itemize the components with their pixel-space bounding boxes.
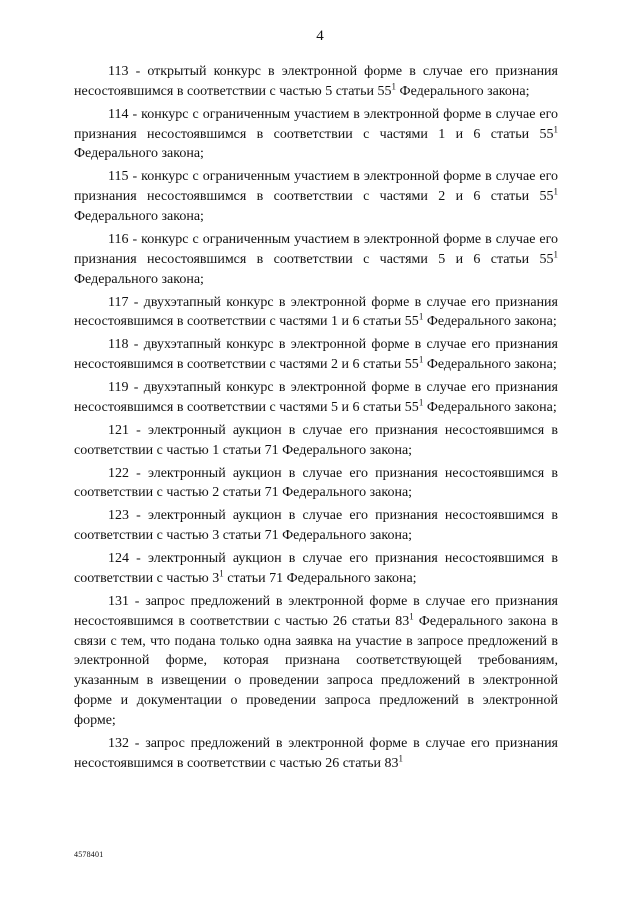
superscript: 1 [409,611,414,622]
list-item: 115 - конкурс с ограниченным участием в электронной форме в случае его признания несостоявшимся в соответствии с частями 2 и 6 статьи $55^1$ Федерального закона; [74,169,558,224]
list-item: 118 - двухэтапный конкурс в электронной форме в случае его признания несостоявшимся в соответствии с частями 2 и 6 статьи $55^1$ Федерального закона; [74,337,558,373]
list-item: 116 - конкурс с ограниченным участием в электронной форме в случае его признания несостоявшимся в соответствии с частями 5 и 6 статьи $55^1$ Федерального закона; [74,231,558,287]
page-number: 4 [316,28,324,44]
document-code: 4578401 [74,850,104,859]
list-item: 132 - запрос предложений в электронной форме в случае его признания несостоявшимся в соответствии с частью 26 статьи $83^1$ [74,735,558,771]
list-item: 122 - электронный аукцион в случае его признания несостоявшимся в соответствии с частью 2 статьи 71 Федерального закона; [74,465,558,501]
list-item: 131 - запрос предложений в электронной форме в случае его признания несостоявшимся в соответствии с частью 26 статьи $83^1$ Федерального закона в связи с тем, что подана только одна заявка на участие в запросе предложений в электронной форме, которая признана соответствующей требованиям, указанным в извещении о проведении запроса предложений в электронной форме и документации о проведении запроса предложений в электронной форме; [74,593,559,728]
list-item: 119 - двухэтапный конкурс в электронной форме в случае его признания несостоявшимся в соответствии с частями 5 и 6 статьи $55^1$ Федерального закона; [74,380,558,415]
document-body [74,62,558,777]
superscript: 1 [418,397,424,408]
superscript: 1 [553,249,558,260]
superscript: 1 [398,752,404,763]
superscript: 1 [553,186,558,197]
superscript: 1 [219,568,224,579]
list-item: 117 - двухэтапный конкурс в электронной форме в случае его признания несостоявшимся в соответствии с частями 1 и 6 статьи $55^1$ Федерального закона; [74,294,558,330]
superscript: 1 [553,123,558,134]
superscript: 1 [391,81,397,92]
list-item: 113 - открытый конкурс в электронной форме в случае его признания несостоявшимся в соответствии с частью 5 статьи $55^1$ Федерального закона; [74,64,558,99]
list-item: 121 - электронный аукцион в случае его признания несостоявшимся в соответствии с частью 1 статьи 71 Федерального закона; [74,422,558,458]
superscript: 1 [418,354,424,365]
superscript: 1 [418,311,424,322]
list-item: 123 - электронный аукцион в случае его признания несостоявшимся в соответствии с частью 3 статьи 71 Федерального закона; [74,508,558,544]
list-item: 114 - конкурс с ограниченным участием в электронной форме в случае его признания несостоявшимся в соответствии с частями 1 и 6 статьи $55^1$ Федерального закона; [74,106,558,162]
list-item: 124 - электронный аукцион в случае его признания несостоявшимся в соответствии с частью $3^1$ статьи 71 Федерального закона; [74,551,558,586]
